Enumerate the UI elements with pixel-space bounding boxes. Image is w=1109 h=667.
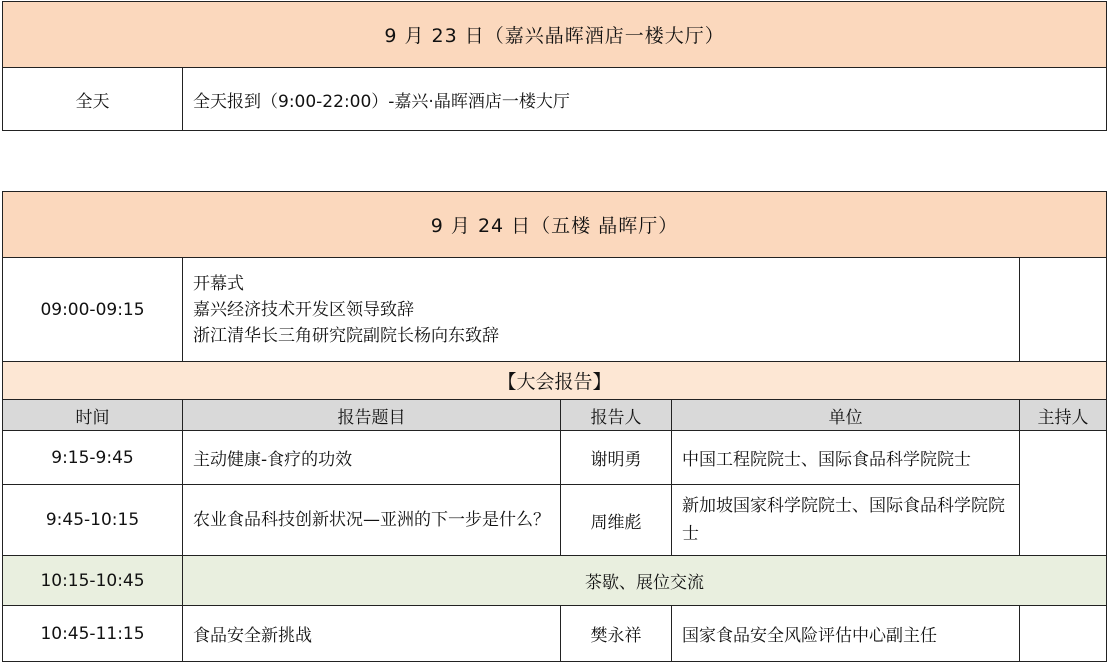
opening-line: 浙江清华长三角研究院副院长杨向东致辞 — [193, 325, 499, 346]
row-host — [1020, 606, 1107, 662]
day1-activity: 全天报到（9:00-22:00）-嘉兴·晶晖酒店一楼大厅 — [183, 68, 1107, 131]
row-time: 9:15-9:45 — [3, 431, 183, 485]
opening-line: 开幕式 — [193, 273, 244, 294]
row-org: 中国工程院院士、国际食品科学院院士 — [672, 431, 1020, 485]
day2-header: 9 月 24 日（五楼 晶晖厅） — [3, 192, 1107, 258]
row-org: 国家食品安全风险评估中心副主任 — [672, 606, 1020, 662]
table-row — [3, 606, 1107, 662]
row-org: 新加坡国家科学院院士、国际食品科学院院士 — [672, 485, 1020, 556]
break-label: 茶歇、展位交流 — [183, 556, 1107, 606]
col-header-org: 单位 — [672, 400, 1020, 431]
row-time: 9:45-10:15 — [3, 485, 183, 556]
day2-table — [2, 191, 1107, 662]
opening-host — [1020, 258, 1107, 362]
day1-header: 9 月 23 日（嘉兴晶晖酒店一楼大厅） — [3, 2, 1107, 68]
row-time: 10:45-11:15 — [3, 606, 183, 662]
row-title: 农业食品科技创新状况—亚洲的下一步是什么？ — [183, 485, 561, 556]
col-header-speaker: 报告人 — [561, 400, 672, 431]
row-title: 食品安全新挑战 — [183, 606, 561, 662]
opening-time: 09:00-09:15 — [3, 258, 183, 362]
opening-line: 嘉兴经济技术开发区领导致辞 — [193, 299, 414, 320]
col-header-time: 时间 — [3, 400, 183, 431]
table-row — [3, 485, 1107, 556]
col-header-title: 报告题目 — [183, 400, 561, 431]
opening-program — [183, 258, 1020, 362]
row-speaker: 樊永祥 — [561, 606, 672, 662]
row-host — [1020, 431, 1107, 556]
break-row — [3, 556, 1107, 606]
section-title: 【大会报告】 — [3, 362, 1107, 400]
day1-table — [2, 1, 1107, 131]
row-speaker: 谢明勇 — [561, 431, 672, 485]
day1-time: 全天 — [3, 68, 183, 131]
row-speaker: 周维彪 — [561, 485, 672, 556]
col-header-host: 主持人 — [1020, 400, 1107, 431]
break-time: 10:15-10:45 — [3, 556, 183, 606]
row-title: 主动健康-食疗的功效 — [183, 431, 561, 485]
table-row — [3, 431, 1107, 485]
